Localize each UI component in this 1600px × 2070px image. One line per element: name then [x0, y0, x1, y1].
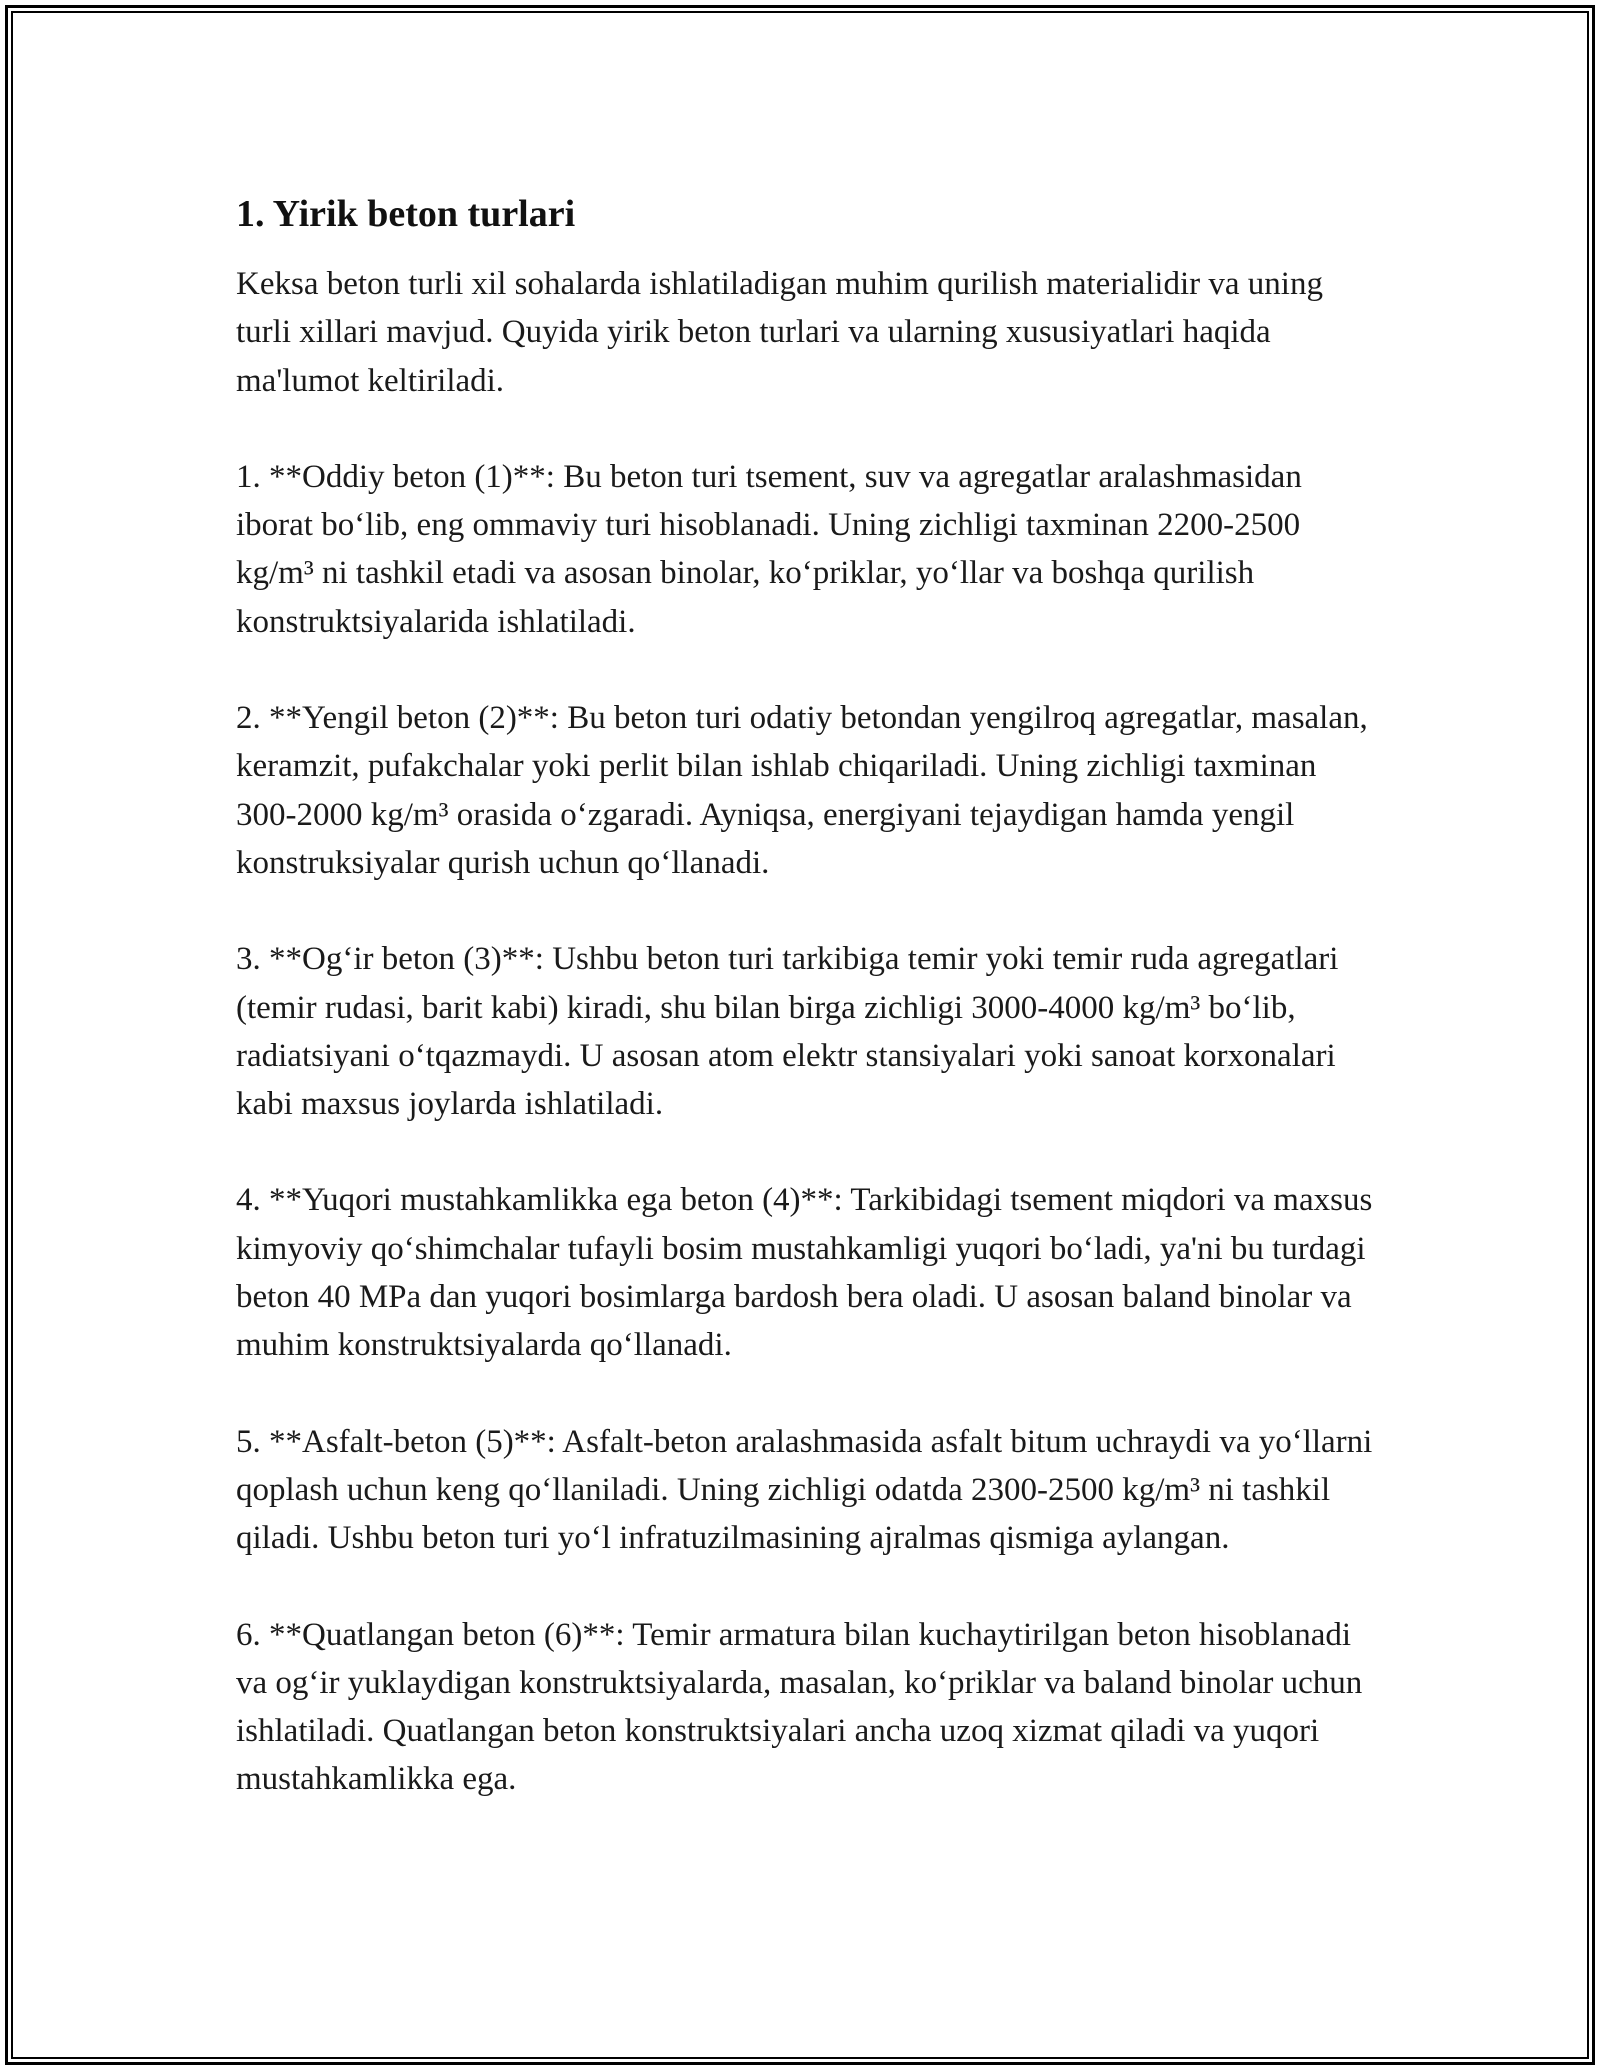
- paragraph-asfalt-beton: 5. **Asfalt-beton (5)**: Asfalt-beton aralashmasida asfalt bitum uchraydi va yo‘llarni qoplash uchun keng qo‘llaniladi. Uning zichligi odatda 2300-2500 kg/m³ ni tashkil qiladi. Ushbu beton turi yo‘l infratuzilmasining ajralmas qismiga aylangan.: [236, 1423, 1373, 1557]
- paragraph-yuqori-mustahkamlik-beton: 4. **Yuqori mustahkamlikka ega beton (4)**: Tarkibidagi tsement miqdori va maxsus kimyoviy qo‘shimchalar tufayli bosim mustahkamligi yuqori bo‘ladi, ya'ni bu turdagi beton 40 MPa dan yuqori bosimlarga bardosh bera oladi. U asosan baland binolar va muhim konstruktsiyalarda qo‘llanadi.: [236, 1182, 1373, 1364]
- paragraph-oddiy-beton: 1. **Oddiy beton (1)**: Bu beton turi tsement, suv va agregatlar aralashmasidan iborat bo‘lib, eng ommaviy turi hisoblanadi. Uning zichligi taxminan 2200-2500 kg/m³ ni tashkil etadi va asosan binolar, ko‘priklar, yo‘llar va boshqa qurilish konstruktsiyalarida ishlatiladi.: [236, 458, 1302, 640]
- paragraph-ogir-beton: 3. **Og‘ir beton (3)**: Ushbu beton turi tarkibiga temir yoki temir ruda agregatlari (temir rudasi, barit kabi) kiradi, shu bilan birga zichligi 3000-4000 kg/m³ bo‘lib, radiatsiyani o‘tqazmaydi. U asosan atom elektr stansiyalari yoki sanoat korxonalari kabi maxsus joylarda ishlatiladi.: [236, 941, 1339, 1123]
- section-heading: 1. Yirik beton turlari: [236, 193, 576, 235]
- intro-paragraph: Keksa beton turli xil sohalarda ishlatiladigan muhim qurilish materialidir va uning turli xillari mavjud. Quyida yirik beton turlari va ularning xususiyatlari haqida ma'lumot keltiriladi.: [236, 266, 1323, 399]
- document-body: [236, 188, 1376, 1852]
- paragraph-yengil-beton: 2. **Yengil beton (2)**: Bu beton turi odatiy betondan yengilroq agregatlar, masalan, keramzit, pufakchalar yoki perlit bilan ishlab chiqariladi. Uning zichligi taxminan 300-2000 kg/m³ orasida o‘zgaradi. Ayniqsa, energiyani tejaydigan hamda yengil konstruksiyalar qurish uchun qo‘llanadi.: [236, 700, 1368, 881]
- paragraph-quatlangan-beton: 6. **Quatlangan beton (6)**: Temir armatura bilan kuchaytirilgan beton hisoblanadi va og‘ir yuklaydigan konstruktsiyalarda, masalan, ko‘priklar va baland binolar uchun ishlatiladi. Quatlangan beton konstruktsiyalari ancha uzoq xizmat qiladi va yuqori mustahkamlikka ega.: [236, 1616, 1363, 1798]
